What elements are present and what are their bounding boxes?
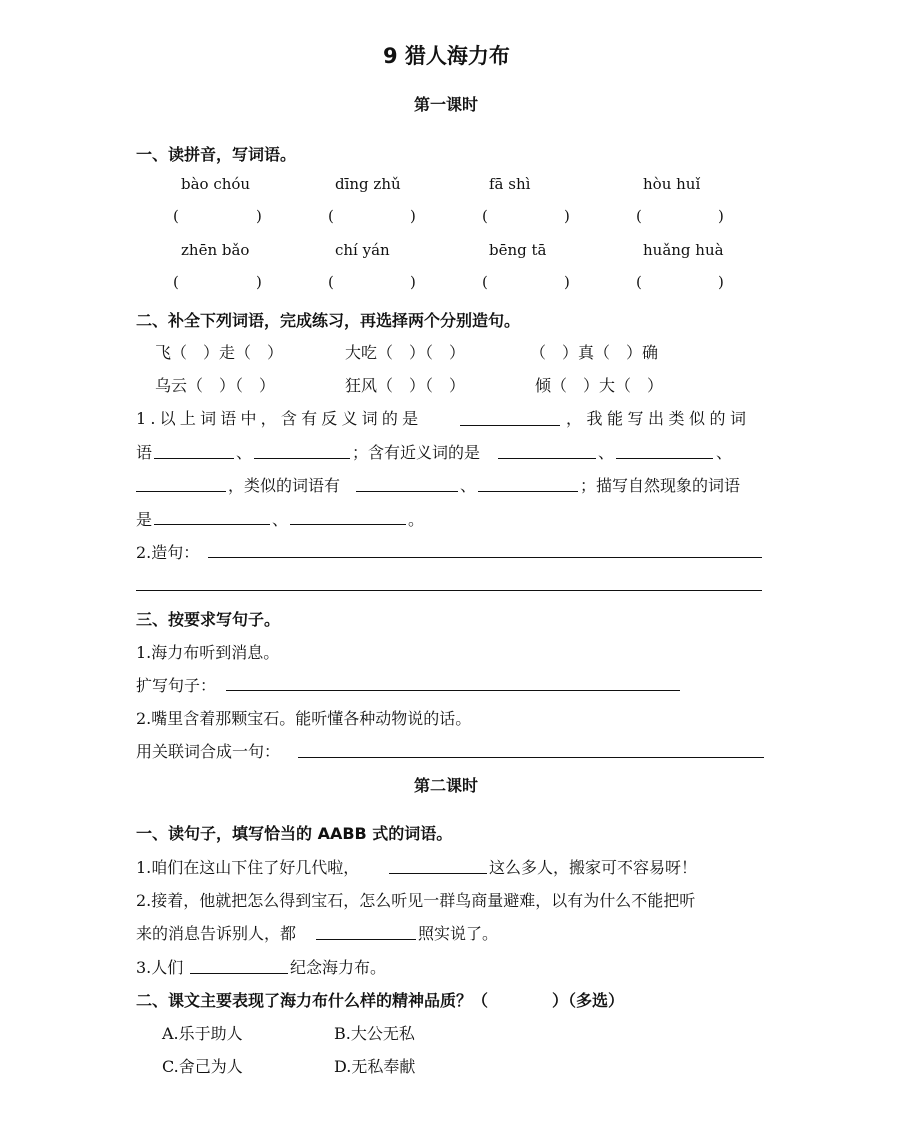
option-b[interactable]: B.大公无私 bbox=[334, 1024, 415, 1043]
idiom-item: （ ）真（ ）确 bbox=[530, 343, 659, 362]
p2-section-2-heading: 二、课文主要表现了海力布什么样的精神品质？（ ）（多选） bbox=[136, 991, 625, 1010]
fill-blank[interactable] bbox=[498, 458, 596, 459]
option-c[interactable]: C.舍己为人 bbox=[162, 1057, 243, 1076]
pinyin-item: zhēn bǎo bbox=[181, 241, 250, 259]
lesson-one-heading: 第一课时 bbox=[414, 95, 479, 114]
answer-paren-open: ( bbox=[328, 273, 334, 291]
p2-q3-text: 纪念海力布。 bbox=[290, 958, 387, 977]
answer-paren-close: ) bbox=[718, 273, 724, 291]
p2-q3-text: 3.人们 bbox=[136, 958, 184, 977]
fill-blank[interactable] bbox=[254, 458, 350, 459]
s2-q1-text: ；含有近义词的是 bbox=[352, 443, 481, 462]
p2-q2-text: 来的消息告诉别人，都 bbox=[136, 924, 297, 943]
writing-line[interactable] bbox=[136, 590, 762, 591]
separator: 、 bbox=[272, 510, 289, 529]
p2-section-1-heading: 一、读句子，填写恰当的 AABB 式的词语。 bbox=[136, 824, 453, 843]
option-a[interactable]: A.乐于助人 bbox=[162, 1024, 243, 1043]
fill-blank[interactable] bbox=[616, 458, 713, 459]
writing-line[interactable] bbox=[208, 557, 762, 558]
answer-paren-open: ( bbox=[636, 273, 642, 291]
answer-paren-open: ( bbox=[482, 273, 488, 291]
pinyin-item: bào chóu bbox=[181, 175, 251, 193]
period: 。 bbox=[408, 510, 425, 529]
pinyin-item: hòu huǐ bbox=[643, 175, 701, 193]
fill-blank[interactable] bbox=[154, 524, 270, 525]
section-1-heading: 一、读拼音，写词语。 bbox=[136, 145, 297, 164]
answer-paren-close: ) bbox=[564, 207, 570, 225]
s2-q1-text: ，类似的词语有 bbox=[228, 476, 341, 495]
pinyin-item: bēng tā bbox=[489, 241, 547, 259]
s2-q2-label: 2.造句： bbox=[136, 543, 200, 562]
idiom-item: 大吃（ ）（ ） bbox=[345, 343, 466, 362]
pinyin-item: chí yán bbox=[335, 241, 390, 259]
fill-blank[interactable] bbox=[356, 491, 458, 492]
s2-q1-text: ；描写自然现象的词语 bbox=[580, 476, 741, 495]
pinyin-item: dīng zhǔ bbox=[335, 175, 401, 193]
fill-blank[interactable] bbox=[478, 491, 578, 492]
answer-paren-open: ( bbox=[328, 207, 334, 225]
s3-q1-label: 扩写句子： bbox=[136, 676, 217, 695]
separator: 、 bbox=[598, 443, 615, 462]
idiom-item: 倾（ ）大（ ） bbox=[535, 376, 664, 395]
separator: 、 bbox=[236, 443, 253, 462]
fill-blank[interactable] bbox=[154, 458, 234, 459]
fill-blank[interactable] bbox=[136, 491, 226, 492]
section-2-heading: 二、补全下列词语，完成练习，再选择两个分别造句。 bbox=[136, 311, 521, 330]
answer-paren-close: ) bbox=[256, 273, 262, 291]
idiom-item: 狂风（ ）（ ） bbox=[345, 376, 466, 395]
fill-blank[interactable] bbox=[190, 973, 288, 974]
answer-paren-open: ( bbox=[636, 207, 642, 225]
p2-q1-text: 1.咱们在这山下住了好几代啦， bbox=[136, 858, 360, 877]
s2-q1-text: 语 bbox=[136, 443, 153, 462]
writing-line[interactable] bbox=[226, 690, 680, 691]
fill-blank[interactable] bbox=[290, 524, 406, 525]
s2-q1-text: 1.以上词语中，含有反义词的是 bbox=[136, 409, 423, 428]
answer-paren-open: ( bbox=[173, 207, 179, 225]
idiom-item: 乌云（ ）（ ） bbox=[155, 376, 276, 395]
s3-q1-text: 1.海力布听到消息。 bbox=[136, 643, 280, 662]
s2-q1-text: 是 bbox=[136, 510, 153, 529]
separator: 、 bbox=[460, 476, 477, 495]
fill-blank[interactable] bbox=[460, 425, 560, 426]
page-title: 9 猎人海力布 bbox=[383, 44, 510, 68]
answer-paren-open: ( bbox=[482, 207, 488, 225]
answer-paren-close: ) bbox=[410, 273, 416, 291]
fill-blank[interactable] bbox=[389, 873, 487, 874]
s2-q1-text: ，我能写出类似的词 bbox=[566, 409, 751, 428]
writing-line[interactable] bbox=[298, 757, 764, 758]
idiom-item: 飞（ ）走（ ） bbox=[155, 343, 284, 362]
answer-paren-close: ) bbox=[564, 273, 570, 291]
pinyin-item: huǎng huà bbox=[643, 241, 724, 259]
option-d[interactable]: D.无私奉献 bbox=[334, 1057, 416, 1076]
s3-q2-label: 用关联词合成一句： bbox=[136, 742, 281, 761]
p2-q2-text: 2.接着，他就把怎么得到宝石，怎么听见一群鸟商量避难，以有为什么不能把听 bbox=[136, 891, 696, 910]
answer-paren-close: ) bbox=[410, 207, 416, 225]
answer-paren-close: ) bbox=[256, 207, 262, 225]
pinyin-item: fā shì bbox=[489, 175, 531, 193]
p2-q2-text: 照实说了。 bbox=[418, 924, 499, 943]
answer-paren-close: ) bbox=[718, 207, 724, 225]
p2-q1-text: 这么多人，搬家可不容易呀！ bbox=[489, 858, 698, 877]
section-3-heading: 三、按要求写句子。 bbox=[136, 610, 281, 629]
separator: 、 bbox=[716, 443, 733, 462]
lesson-two-heading: 第二课时 bbox=[414, 776, 479, 795]
s3-q2-text: 2.嘴里含着那颗宝石。能听懂各种动物说的话。 bbox=[136, 709, 472, 728]
answer-paren-open: ( bbox=[173, 273, 179, 291]
fill-blank[interactable] bbox=[316, 939, 416, 940]
